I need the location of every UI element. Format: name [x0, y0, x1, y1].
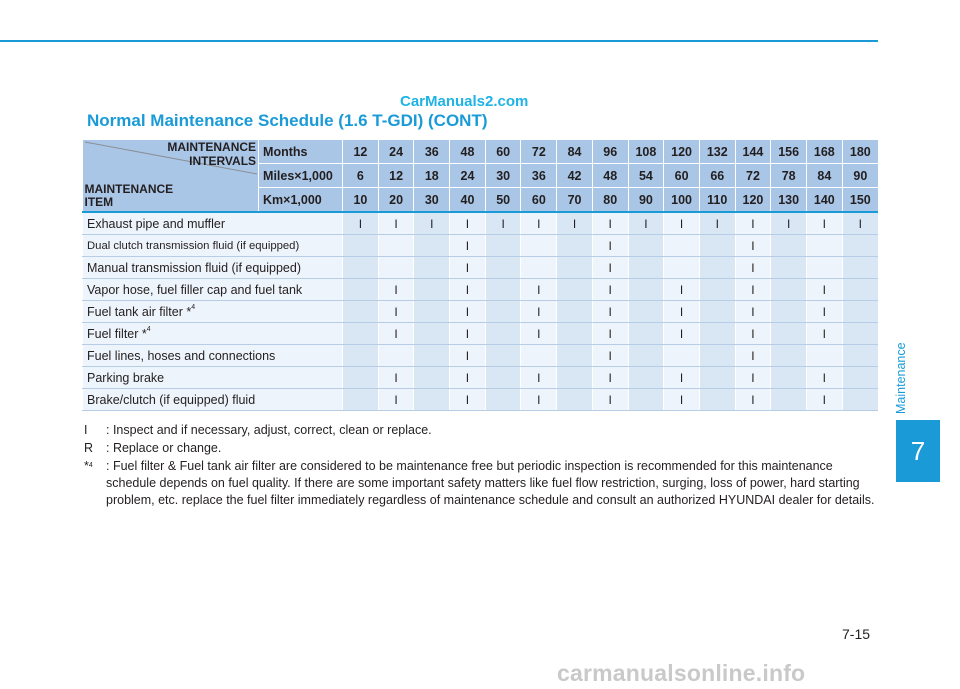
legend-note — [84, 440, 884, 457]
schedule-cell — [771, 323, 807, 345]
schedule-cell: I — [806, 301, 842, 323]
schedule-cell: I — [806, 279, 842, 301]
header-value-cell: 40 — [450, 188, 486, 213]
table-row — [83, 279, 879, 301]
schedule-cell — [485, 301, 521, 323]
schedule-cell: I — [592, 389, 628, 411]
schedule-cell — [343, 279, 379, 301]
schedule-cell — [521, 257, 557, 279]
schedule-cell: I — [450, 279, 486, 301]
schedule-cell — [699, 257, 735, 279]
header-label: Miles×1,000 — [259, 164, 343, 188]
footnote-marker: 4 — [146, 325, 151, 333]
schedule-cell: I — [592, 323, 628, 345]
item-label: Parking brake — [87, 370, 165, 385]
schedule-cell — [485, 389, 521, 411]
schedule-cell — [557, 345, 593, 367]
header-value-cell: 36 — [521, 164, 557, 188]
header-value-cell: 72 — [735, 164, 771, 188]
header-value-cell: 30 — [485, 164, 521, 188]
watermark-bottom[interactable]: carmanualsonline.info — [557, 660, 806, 686]
schedule-cell — [699, 235, 735, 257]
schedule-cell: I — [343, 212, 379, 235]
header-value-cell: 12 — [378, 164, 414, 188]
schedule-cell: I — [592, 212, 628, 235]
schedule-cell: I — [557, 212, 593, 235]
schedule-cell — [664, 235, 700, 257]
header-value-cell: 78 — [771, 164, 807, 188]
schedule-cell — [699, 389, 735, 411]
schedule-cell: I — [450, 323, 486, 345]
maintenance-item-name — [83, 389, 343, 411]
schedule-cell — [771, 301, 807, 323]
header-value-cell: 156 — [771, 140, 807, 164]
item-label: Exhaust pipe and muffler — [87, 216, 226, 231]
schedule-cell — [664, 257, 700, 279]
header-value-cell: 24 — [378, 140, 414, 164]
maintenance-schedule-table — [82, 139, 878, 411]
item-label: Brake/clutch (if equipped) fluid — [87, 392, 256, 407]
watermark-top[interactable]: CarManuals2.com — [400, 93, 529, 110]
header-value-cell: 150 — [842, 188, 878, 213]
schedule-cell — [343, 323, 379, 345]
schedule-cell — [557, 389, 593, 411]
schedule-cell: I — [806, 212, 842, 235]
schedule-cell — [628, 257, 664, 279]
page-number: 7-15 — [842, 626, 871, 642]
schedule-cell — [557, 301, 593, 323]
header-value-cell: 140 — [806, 188, 842, 213]
schedule-cell: I — [592, 235, 628, 257]
maintenance-item-name — [83, 367, 343, 389]
schedule-cell: I — [771, 212, 807, 235]
schedule-cell — [485, 279, 521, 301]
schedule-cell: I — [735, 235, 771, 257]
schedule-cell — [414, 345, 450, 367]
header-label: Months — [259, 140, 343, 164]
schedule-cell: I — [450, 345, 486, 367]
schedule-cell — [771, 279, 807, 301]
schedule-cell: I — [521, 301, 557, 323]
schedule-cell — [485, 367, 521, 389]
schedule-cell — [771, 367, 807, 389]
header-value-cell: 90 — [842, 164, 878, 188]
schedule-cell — [414, 367, 450, 389]
schedule-cell: I — [735, 345, 771, 367]
note-text: : Inspect and if necessary, adjust, correct, clean or replace. — [106, 423, 432, 437]
item-label: Manual transmission fluid (if equipped) — [87, 260, 301, 275]
schedule-cell — [628, 389, 664, 411]
schedule-cell — [557, 323, 593, 345]
schedule-cell: I — [450, 257, 486, 279]
header-value-cell: 84 — [557, 140, 593, 164]
header-value-cell: 60 — [664, 164, 700, 188]
item-label: Dual clutch transmission fluid (if equipped) — [87, 239, 300, 252]
header-value-cell: 10 — [343, 188, 379, 213]
note-key: R — [84, 441, 94, 455]
schedule-cell — [414, 389, 450, 411]
schedule-cell: I — [521, 389, 557, 411]
schedule-cell: I — [414, 212, 450, 235]
schedule-cell: I — [378, 389, 414, 411]
schedule-cell: I — [450, 235, 486, 257]
schedule-cell: I — [378, 323, 414, 345]
section-title: Normal Maintenance Schedule (1.6 T-GDI) (CONT) — [87, 111, 488, 130]
schedule-cell — [628, 235, 664, 257]
corner-item-label: MAINTENANCE ITEM — [84, 182, 174, 209]
schedule-cell — [842, 257, 878, 279]
schedule-cell — [414, 279, 450, 301]
header-value-cell: 90 — [628, 188, 664, 213]
schedule-cell — [628, 345, 664, 367]
schedule-cell — [628, 367, 664, 389]
schedule-cell — [343, 389, 379, 411]
schedule-cell — [806, 235, 842, 257]
schedule-cell: I — [378, 212, 414, 235]
schedule-cell — [771, 389, 807, 411]
schedule-cell: I — [521, 323, 557, 345]
schedule-cell — [664, 345, 700, 367]
header-value-cell: 84 — [806, 164, 842, 188]
schedule-cell — [557, 235, 593, 257]
legend-note — [84, 458, 884, 509]
schedule-cell — [485, 345, 521, 367]
header-value-cell: 24 — [450, 164, 486, 188]
header-label: Km×1,000 — [259, 188, 343, 213]
schedule-cell: I — [806, 323, 842, 345]
schedule-cell — [557, 279, 593, 301]
schedule-cell — [557, 367, 593, 389]
schedule-cell: I — [735, 212, 771, 235]
schedule-cell — [485, 235, 521, 257]
corner-intervals-label: MAINTENANCE INTERVALS — [167, 140, 257, 168]
schedule-cell: I — [664, 323, 700, 345]
schedule-cell: I — [521, 212, 557, 235]
header-value-cell: 96 — [592, 140, 628, 164]
schedule-cell: I — [664, 367, 700, 389]
header-value-cell: 70 — [557, 188, 593, 213]
schedule-cell: I — [806, 389, 842, 411]
schedule-cell: I — [735, 389, 771, 411]
schedule-cell: I — [806, 367, 842, 389]
header-value-cell: 48 — [450, 140, 486, 164]
schedule-cell — [842, 279, 878, 301]
schedule-cell: I — [664, 212, 700, 235]
item-label: Fuel tank air filter * — [87, 304, 192, 319]
schedule-cell — [343, 367, 379, 389]
header-value-cell: 180 — [842, 140, 878, 164]
schedule-cell: I — [485, 212, 521, 235]
schedule-cell: I — [664, 301, 700, 323]
header-value-cell: 100 — [664, 188, 700, 213]
schedule-cell — [771, 257, 807, 279]
table-row — [83, 235, 879, 257]
legend-note — [84, 422, 884, 439]
note-key: *$^4$ — [84, 459, 93, 473]
maintenance-item-name — [83, 301, 343, 323]
header-value-cell: 130 — [771, 188, 807, 213]
header-value-cell: 168 — [806, 140, 842, 164]
table-row — [83, 345, 879, 367]
maintenance-item-name — [83, 345, 343, 367]
schedule-cell: I — [450, 367, 486, 389]
maintenance-item-name — [83, 279, 343, 301]
schedule-cell: I — [664, 279, 700, 301]
schedule-cell: I — [378, 279, 414, 301]
item-label: Fuel lines, hoses and connections — [87, 348, 276, 363]
chapter-number-box: 7 — [896, 420, 940, 482]
item-label: Fuel filter * — [87, 326, 147, 341]
schedule-cell: I — [699, 212, 735, 235]
notes — [84, 422, 884, 510]
note-text: : Replace or change. — [106, 441, 222, 455]
schedule-cell: I — [735, 257, 771, 279]
schedule-cell — [343, 235, 379, 257]
schedule-cell: I — [521, 279, 557, 301]
schedule-cell: I — [450, 389, 486, 411]
schedule-cell — [485, 323, 521, 345]
table-row — [83, 389, 879, 411]
schedule-cell — [343, 257, 379, 279]
schedule-cell — [485, 257, 521, 279]
schedule-cell — [414, 323, 450, 345]
header-value-cell: 120 — [664, 140, 700, 164]
schedule-cell: I — [378, 367, 414, 389]
table-row — [83, 212, 879, 235]
schedule-cell — [628, 301, 664, 323]
schedule-cell — [699, 367, 735, 389]
header-value-cell: 66 — [699, 164, 735, 188]
header-corner — [83, 140, 259, 213]
header-value-cell: 6 — [343, 164, 379, 188]
schedule-cell — [842, 323, 878, 345]
schedule-cell: I — [450, 212, 486, 235]
header-value-cell: 60 — [521, 188, 557, 213]
header-value-cell: 42 — [557, 164, 593, 188]
schedule-cell: I — [592, 345, 628, 367]
header-value-cell: 120 — [735, 188, 771, 213]
schedule-cell — [378, 235, 414, 257]
schedule-cell: I — [735, 301, 771, 323]
header-value-cell: 12 — [343, 140, 379, 164]
schedule-cell — [842, 301, 878, 323]
header-value-cell: 144 — [735, 140, 771, 164]
header-value-cell: 80 — [592, 188, 628, 213]
schedule-cell: I — [735, 323, 771, 345]
header-value-cell: 30 — [414, 188, 450, 213]
note-text: : Fuel filter & Fuel tank air filter are considered to be maintenance free but periodic inspection is recommended for this maintenance schedule depends on fuel quality. If there are some important safety matters like fuel flow restriction, surging, loss of power, hard starting problem, etc. replace the fuel filter immediately regardless of maintenance schedule and consult an authorized HYUNDAI dealer for details. — [106, 459, 875, 507]
schedule-cell — [842, 235, 878, 257]
schedule-cell — [343, 301, 379, 323]
table-row — [83, 301, 879, 323]
note-key: I — [84, 423, 88, 437]
schedule-cell — [699, 301, 735, 323]
schedule-cell — [628, 323, 664, 345]
schedule-cell — [521, 235, 557, 257]
header-value-cell: 54 — [628, 164, 664, 188]
schedule-cell — [771, 235, 807, 257]
header-value-cell: 50 — [485, 188, 521, 213]
schedule-cell — [699, 345, 735, 367]
table-row — [83, 257, 879, 279]
schedule-cell: I — [628, 212, 664, 235]
table-row — [83, 323, 879, 345]
schedule-cell — [414, 301, 450, 323]
header-value-cell: 110 — [699, 188, 735, 213]
schedule-cell — [771, 345, 807, 367]
header-value-cell: 108 — [628, 140, 664, 164]
footnote-marker: 4 — [191, 303, 196, 311]
schedule-cell — [699, 279, 735, 301]
header-row — [83, 140, 879, 164]
header-value-cell: 72 — [521, 140, 557, 164]
schedule-cell: I — [592, 301, 628, 323]
schedule-cell — [414, 257, 450, 279]
schedule-cell: I — [735, 279, 771, 301]
schedule-cell — [842, 345, 878, 367]
schedule-cell — [557, 257, 593, 279]
maintenance-item-name — [83, 235, 343, 257]
schedule-cell — [378, 345, 414, 367]
top-rule — [0, 40, 878, 42]
schedule-cell — [842, 367, 878, 389]
header-value-cell: 48 — [592, 164, 628, 188]
schedule-cell: I — [592, 279, 628, 301]
schedule-cell: I — [592, 257, 628, 279]
schedule-cell — [343, 345, 379, 367]
schedule-cell: I — [521, 367, 557, 389]
schedule-cell: I — [664, 389, 700, 411]
side-tab-label: Maintenance — [894, 342, 908, 414]
schedule-cell: I — [735, 367, 771, 389]
schedule-cell: I — [378, 301, 414, 323]
item-label: Vapor hose, fuel filler cap and fuel tank — [87, 282, 303, 297]
maintenance-item-name — [83, 323, 343, 345]
schedule-cell — [628, 279, 664, 301]
schedule-cell — [414, 235, 450, 257]
header-value-cell: 36 — [414, 140, 450, 164]
schedule-cell: I — [842, 212, 878, 235]
maintenance-item-name — [83, 212, 343, 235]
schedule-cell — [521, 345, 557, 367]
schedule-cell — [699, 323, 735, 345]
header-value-cell: 60 — [485, 140, 521, 164]
header-value-cell: 20 — [378, 188, 414, 213]
schedule-cell — [378, 257, 414, 279]
schedule-cell — [806, 257, 842, 279]
header-value-cell: 132 — [699, 140, 735, 164]
schedule-cell: I — [450, 301, 486, 323]
table-row — [83, 367, 879, 389]
schedule-cell — [806, 345, 842, 367]
header-value-cell: 18 — [414, 164, 450, 188]
maintenance-item-name — [83, 257, 343, 279]
schedule-cell: I — [592, 367, 628, 389]
schedule-cell — [842, 389, 878, 411]
